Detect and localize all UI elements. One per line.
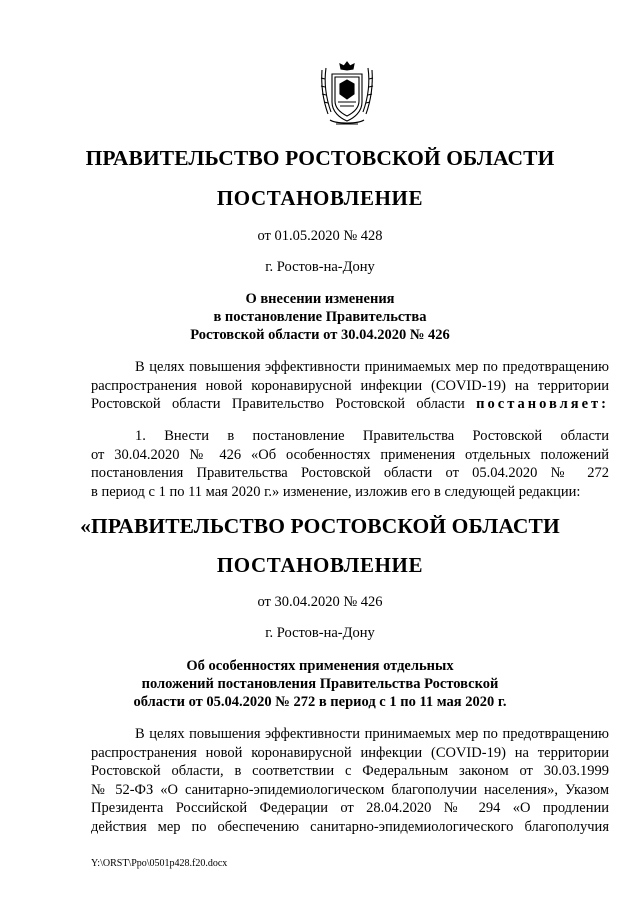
paragraph-line: Президента Российской Федерации от 28.04.2020 № 294 «О продлении [91,800,609,816]
quoted-body-paragraph [91,725,609,836]
quoted-date-number: от 30.04.2020 № 426 [257,594,383,610]
quoted-title [0,657,640,711]
title-line: Об особенностях применения отдельных [186,658,454,674]
title-line: О внесении изменения [245,291,395,307]
paragraph-line: распространения новой коронавирусной инфекции (COVID-19) на территории [91,744,609,761]
paragraph-line: Ростовской области, в соответствии с Федеральным законом от 30.03.1999 [91,763,609,779]
quoted-city: г. Ростов-на-Дону [265,625,375,641]
city: г. Ростов-на-Дону [265,259,375,275]
coat-of-arms-icon [318,58,376,130]
title-line: положений постановления Правительства Ростовской [141,676,499,692]
government-heading: ПРАВИТЕЛЬСТВО РОСТОВСКОЙ ОБЛАСТИ [85,146,555,170]
paragraph-line: действия мер по обеспечению санитарно-эпидемиологического благополучия [91,818,609,835]
title-line: области от 05.04.2020 № 272 в период с 1 по 11 мая 2020 г. [133,694,507,710]
file-path-footer: Y:\ORST\Ppo\0501p428.f20.docx [91,858,228,869]
preamble-paragraph [91,358,609,414]
paragraph-line [91,395,609,414]
preamble-text: Ростовской области Правительство Ростовской области [91,396,465,412]
title-line: Ростовской области от 30.04.2020 № 426 [190,327,450,343]
quoted-document-type-heading: ПОСТАНОВЛЕНИЕ [216,553,424,577]
document-title [0,290,640,344]
paragraph-line: в период с 1 по 11 мая 2020 г.» изменение, изложив его в следующей редакции: [91,483,581,500]
paragraph-line: № 52-ФЗ «О санитарно-эпидемиологическом благополучии населения», Указом [91,781,609,798]
date-number: от 01.05.2020 № 428 [257,228,383,244]
paragraph-line: постановления Правительства Ростовской области от 05.04.2020 № 272 [91,465,609,481]
item-1-paragraph [91,427,609,501]
paragraph-line: В целях повышения эффективности принимаемых мер по предотвращению [135,359,609,375]
paragraph-line: В целях повышения эффективности принимаемых мер по предотвращению [135,726,609,742]
resolves-word: постановляет: [476,396,610,412]
title-line: в постановление Правительства [213,309,427,325]
paragraph-line: от 30.04.2020 № 426 «Об особенностях применения отдельных положений [91,446,609,463]
quoted-government-heading: «ПРАВИТЕЛЬСТВО РОСТОВСКОЙ ОБЛАСТИ [80,514,560,538]
paragraph-line: распространения новой коронавирусной инфекции (COVID-19) на территории [91,377,609,394]
document-type-heading: ПОСТАНОВЛЕНИЕ [216,186,424,210]
paragraph-line: 1. Внести в постановление Правительства Ростовской области [135,428,609,444]
